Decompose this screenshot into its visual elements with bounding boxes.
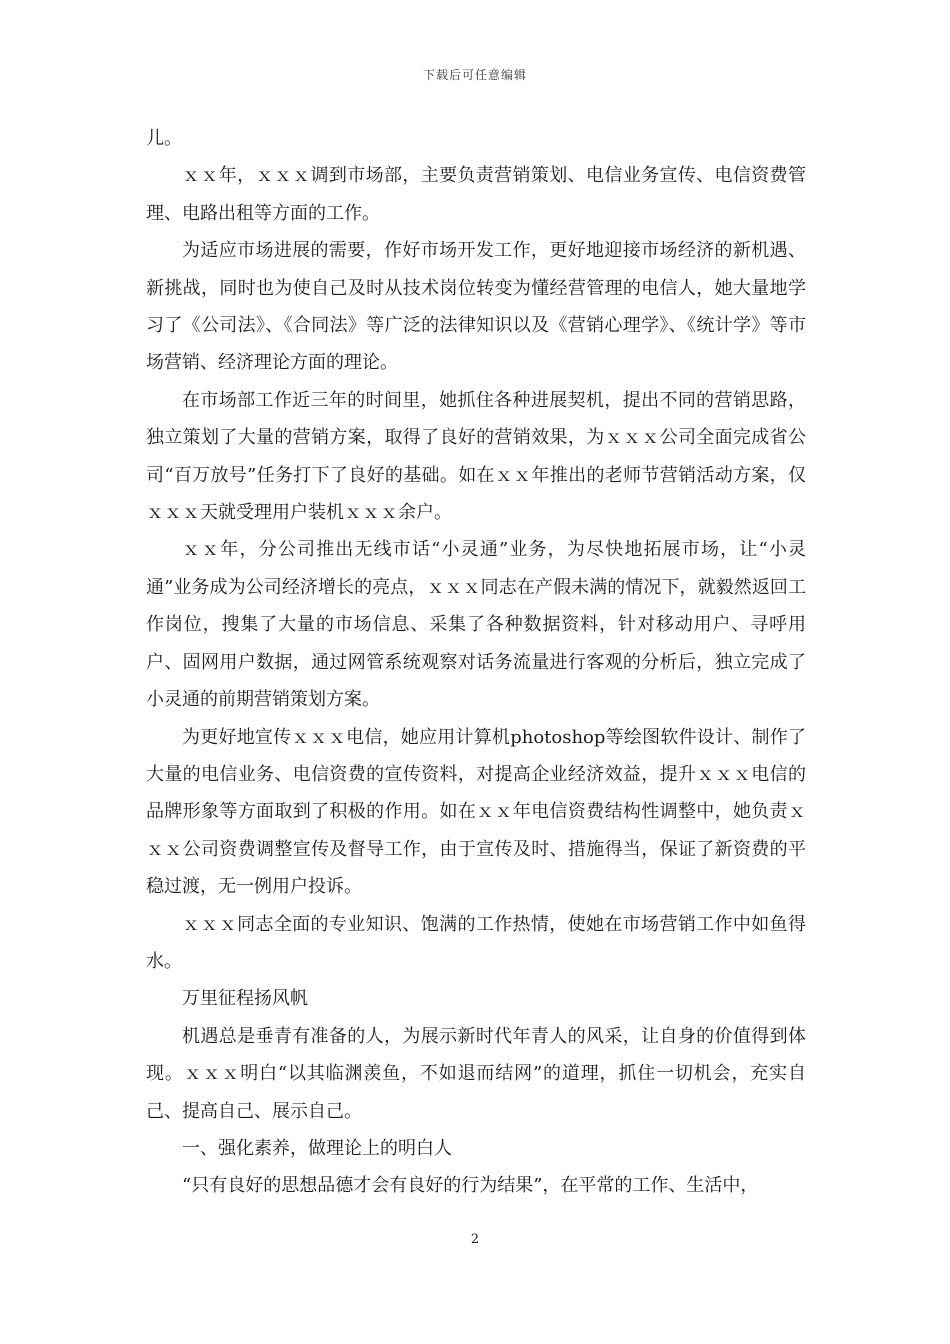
subsection-heading: 一、强化素养，做理论上的明白人 [182,1137,452,1159]
page-number: 2 [470,1232,480,1247]
paragraph-quote: “只有良好的思想品德才会有良好的行为结果”，在平常的工作、生活中， [182,1175,759,1197]
paragraph-continuation: 儿。 [146,128,182,149]
paragraph-publicity: 为更好地宣传ｘｘｘ电信，她应用计算机photoshop等绘图软件设计、制作了大量的电信业务、电信资费的宣传资料，对提高企业经济效益，提升ｘｘｘ电信的品牌形象等方面取到了积极的作用。如在ｘｘ年电信资费结构性调整中，她负责ｘｘｘ公司资费调整宣传及督导工作，由于宣传及时、措施得当，保证了新资费的平稳过渡，无一例用户投诉。 [146,726,806,898]
paragraph-learning: 为适应市场进展的需要，作好市场开发工作，更好地迎接市场经济的新机遇、新挑战，同时也为使自己及时从技术岗位转变为懂经营管理的电信人，她大量地学习了《公司法》、《合同法》等广泛的法律知识以及《营销心理学》、《统计学》等市场营销、经济理论方面的理论。 [146,240,806,374]
page-header: 下载后可任意编辑 [422,68,527,82]
document-body [146,120,806,1205]
paragraph-opportunity: 机遇总是垂青有准备的人，为展示新时代年青人的风采，让自身的价值得到体现。ｘｘｘ明白“以其临渊羡鱼，不如退而结网”的道理，抓住一切机会，充实自己、提高自己、展示自己。 [146,1025,806,1122]
paragraph-xiaolingtong: ｘｘ年，分公司推出无线市话“小灵通”业务，为尽快地拓展市场，让“小灵通”业务成为公司经济增长的亮点，ｘｘｘ同志在产假未满的情况下，就毅然返回工作岗位，搜集了大量的市场信息、采集了各种数据资料，针对移动用户、寻呼用户、固网用户数据，通过网管系统观察对话务流量进行客观的分析后，独立完成了小灵通的前期营销策划方案。 [146,539,806,711]
paragraph-market-transfer: ｘｘ年，ｘｘｘ调到市场部，主要负责营销策划、电信业务宣传、电信资费管理、电路出租等方面的工作。 [146,165,806,224]
paragraph-summary: ｘｘｘ同志全面的专业知识、饱满的工作热情，使她在市场营销工作中如鱼得水。 [146,913,806,972]
section-heading: 万里征程扬风帆 [182,988,308,1010]
paragraph-marketing-plans: 在市场部工作近三年的时间里，她抓住各种进展契机，提出不同的营销思路，独立策划了大量的营销方案，取得了良好的营销效果，为ｘｘｘ公司全面完成省公司“百万放号”任务打下了良好的基础。如在ｘｘ年推出的老师节营销活动方案，仅ｘｘｘ天就受理用户装机ｘｘｘ余户。 [146,389,806,524]
